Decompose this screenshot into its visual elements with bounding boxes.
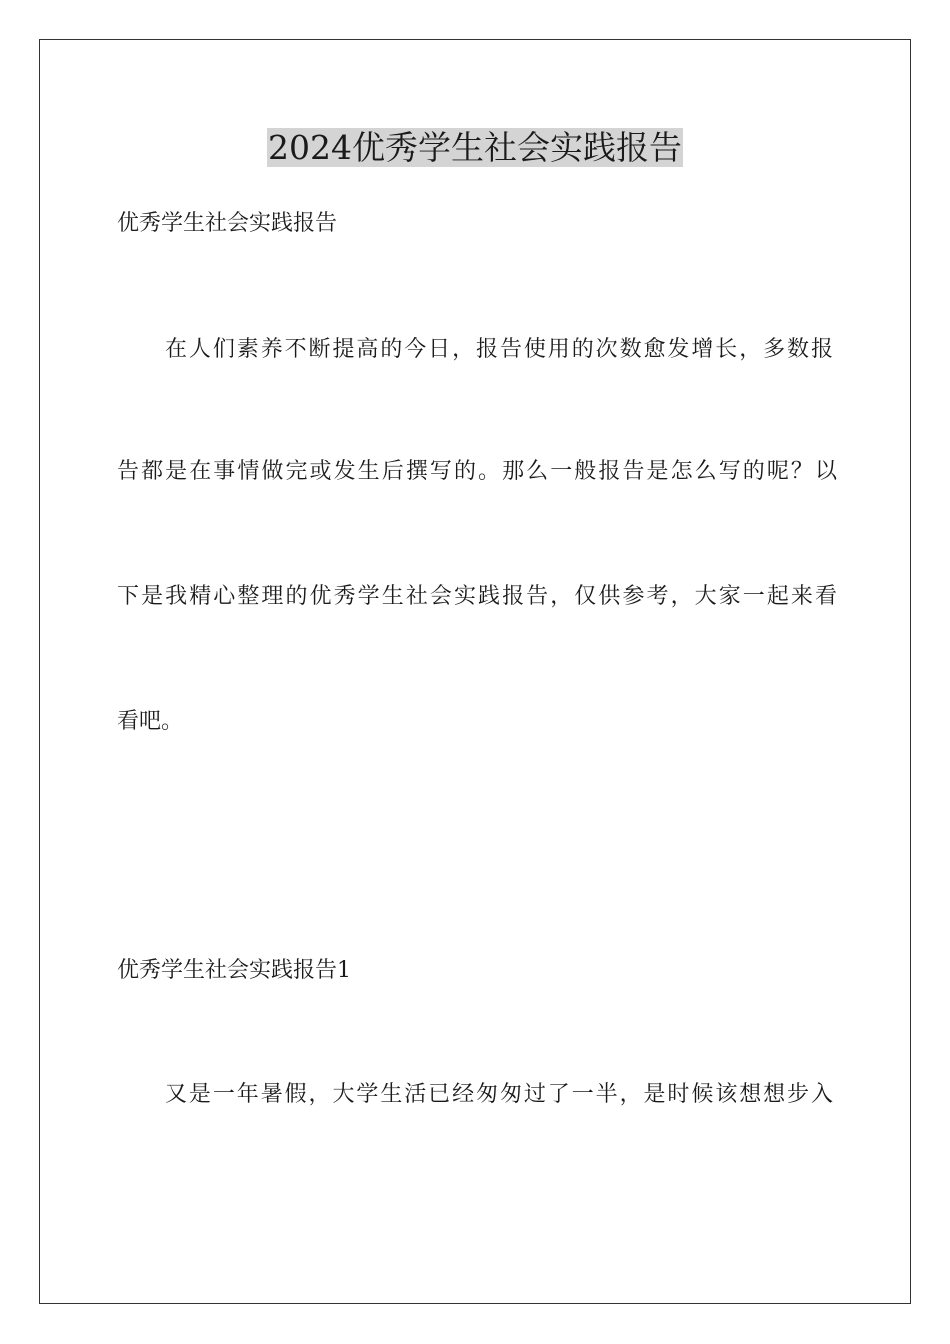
intro-paragraph-line-3: 下是我精心整理的优秀学生社会实践报告，仅供参考，大家一起来看 xyxy=(117,584,837,609)
document-title-text: 2024优秀学生社会实践报告 xyxy=(268,128,682,167)
intro-paragraph-line-4: 看吧。 xyxy=(117,709,184,734)
intro-paragraph-line-1: 在人们素养不断提高的今日，报告使用的次数愈发增长，多数报 xyxy=(165,337,833,362)
intro-paragraph-line-2: 告都是在事情做完或发生后撰写的。那么一般报告是怎么写的呢？以 xyxy=(117,459,837,484)
document-title xyxy=(0,124,950,172)
document-subtitle: 优秀学生社会实践报告 xyxy=(117,211,338,236)
section-paragraph-line-1: 又是一年暑假，大学生活已经匆匆过了一半，是时候该想想步入 xyxy=(165,1082,833,1107)
section-heading: 优秀学生社会实践报告1 xyxy=(117,958,351,983)
